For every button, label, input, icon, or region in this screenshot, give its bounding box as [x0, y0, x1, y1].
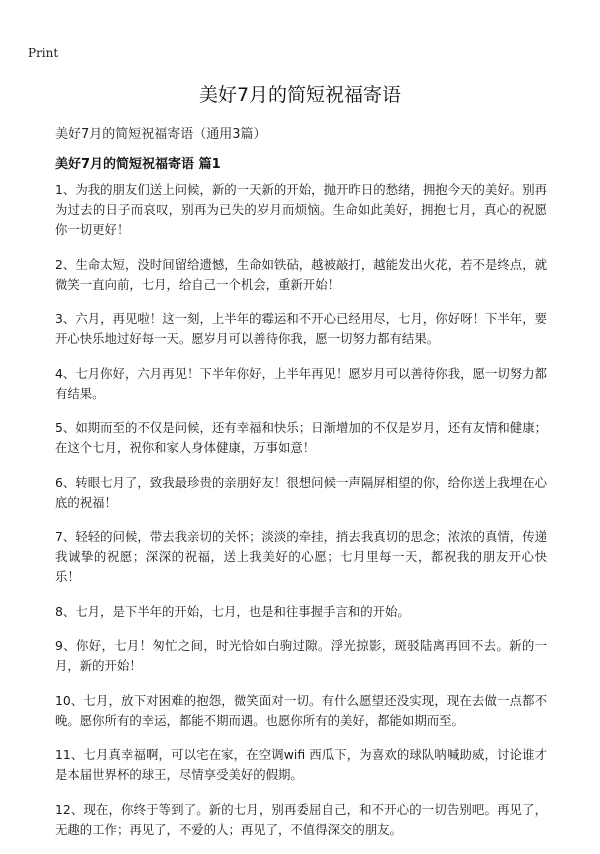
paragraph: 5、如期而至的不仅是问候，还有幸福和快乐；日渐增加的不仅是岁月，还有友情和健康；在这个七月，祝你和家人身体健康，万事如意！ — [55, 420, 547, 455]
paragraph: 4、七月你好，六月再见！下半年你好，上半年再见！愿岁月可以善待你我，愿一切努力都有结果。 — [55, 365, 547, 401]
document-title: 美好7月的简短祝福寄语 — [198, 84, 402, 106]
paragraph: 8、七月，是下半年的开始，七月，也是和往事握手言和的开始。 — [55, 603, 410, 619]
paragraph: 7、轻轻的问候，带去我亲切的关怀；淡淡的牵挂，捎去我真切的思念；浓浓的真情，传递我诚挚的祝愿；深深的祝福，送上我美好的心愿；七月里每一天，都祝我的朋友开心快乐！ — [55, 529, 547, 584]
paragraph: 11、七月真幸福啊，可以宅在家，在空调wifi 西瓜下，为喜欢的球队呐喊助威，讨论谁才是本届世界杯的球王，尽情享受美好的假期。 — [55, 747, 547, 782]
document-subtitle: 美好7月的简短祝福寄语（通用3篇） — [55, 127, 267, 142]
paragraph: 2、生命太短，没时间留给遗憾，生命如铁砧，越被敲打，越能发出火花，若不是终点，就微笑一直向前，七月，给自己一个机会，重新开始！ — [55, 256, 547, 292]
paragraph: 9、你好，七月！匆忙之间，时光恰如白驹过隙。浮光掠影，斑驳陆离再回不去。新的一月，新的开始！ — [55, 638, 547, 673]
section-heading: 美好7月的简短祝福寄语 篇1 — [55, 157, 221, 172]
paragraph: 3、六月，再见啦！这一刻，上半年的霉运和不开心已经用尽，七月，你好呀！下半年，要开心快乐地过好每一天。愿岁月可以善待你我，愿一切努力都有结果。 — [55, 311, 547, 346]
paragraph: 12、现在，你终于等到了。新的七月，别再委屈自己，和不开心的一切告别吧。再见了，无趣的工作；再见了，不爱的人；再见了，不值得深交的朋友。 — [55, 801, 547, 837]
paragraph: 1、为我的朋友们送上问候，新的一天新的开始，抛开昨日的愁绪，拥抱今天的美好。别再为过去的日子而哀叹，别再为已失的岁月而烦恼。生命如此美好，拥抱七月，真心的祝愿你一切更好！ — [55, 182, 547, 237]
print-link[interactable]: Print — [28, 46, 59, 60]
paragraph: 10、七月，放下对困难的抱怨，微笑面对一切。有什么愿望还没实现，现在去做一点都不晚。愿你所有的幸运，都能不期而遇。也愿你所有的美好，都能如期而至。 — [55, 692, 547, 728]
paragraph-list — [55, 180, 547, 854]
paragraph: 6、转眼七月了，致我最珍贵的亲朋好友！很想问候一声隔屏相望的你，给你送上我埋在心底的祝福！ — [55, 474, 547, 510]
